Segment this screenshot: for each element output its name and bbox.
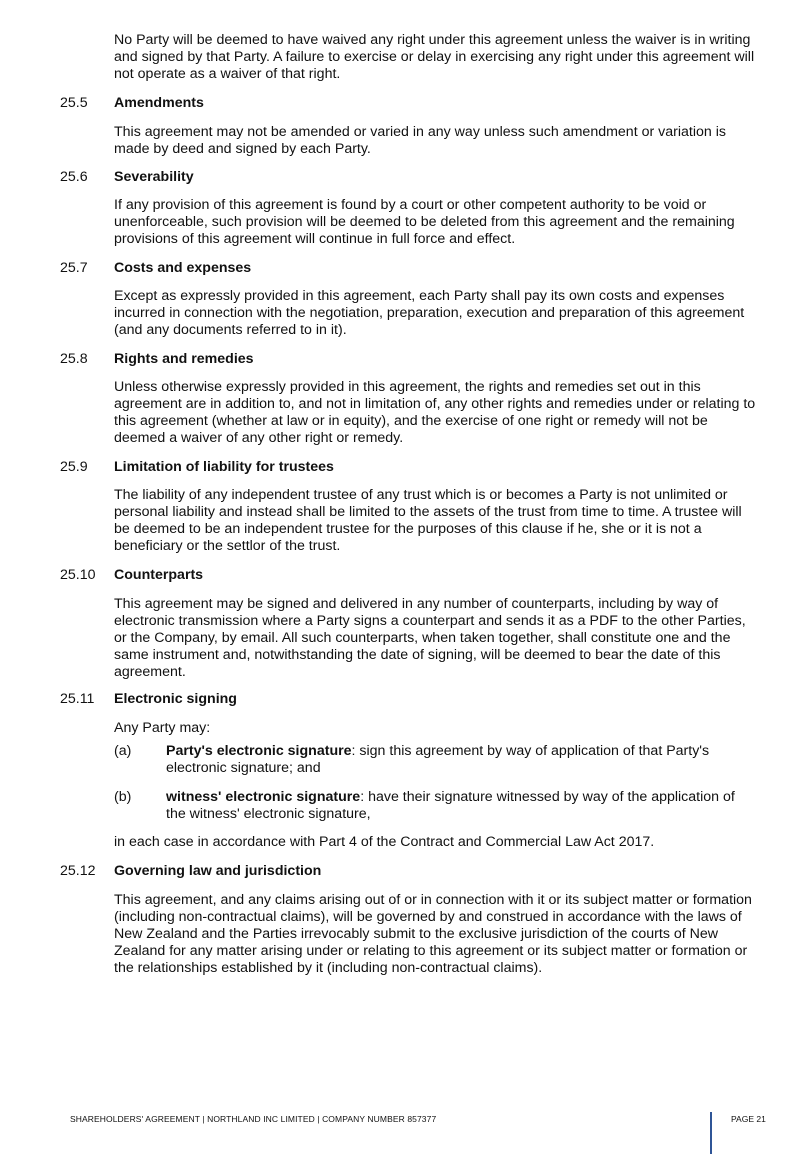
clause-text: This agreement may be signed and delivered in any number of counterparts, including by way of electronic transmission where a Party signs a counterpart and sends it as a PDF to the other Parties, or the Company, by email. All such counterparts, when taken together, shall constitute one and the same instrument and, notwithstanding the date of signing, will be deemed to bear the date of this agreement. bbox=[114, 596, 746, 680]
subclause-body: : sign this agreement by way of application of that Party's electronic signature; and bbox=[166, 743, 710, 776]
clause-heading: Severability bbox=[114, 169, 194, 185]
subclause-label: (a) bbox=[114, 743, 132, 759]
clause-number: 25.9 bbox=[60, 459, 88, 475]
subclause-text bbox=[166, 743, 756, 777]
clause-heading: Governing law and jurisdiction bbox=[114, 863, 322, 879]
clause-heading: Amendments bbox=[114, 95, 204, 111]
subclause-term: Party's electronic signature bbox=[166, 743, 352, 759]
clause-number: 25.6 bbox=[60, 169, 88, 185]
footer-page-number: PAGE 21 bbox=[731, 1114, 766, 1124]
clause-number: 25.8 bbox=[60, 351, 88, 367]
clause-number: 25.10 bbox=[60, 567, 96, 583]
clause-heading: Limitation of liability for trustees bbox=[114, 459, 334, 475]
clause-heading: Rights and remedies bbox=[114, 351, 254, 367]
clause-text: Unless otherwise expressly provided in this agreement, the rights and remedies set out in this agreement are in addition to, and not in limitation of, any other rights and remedies under or relating to this agreement (whether at law or in equity), and the exercise of one right or remedy will not be deemed a waiver of any other right or remedy. bbox=[114, 379, 756, 446]
clause-text: This agreement, and any claims arising out of or in connection with it or its subject matter or formation (including non-contractual claims), will be governed by and construed in accordance with the laws of New Zealand and the Parties irrevocably submit to the exclusive jurisdiction of the courts of New Zealand for any matter arising under or relating to this agreement or its subject matter or formation or the relationships established by it (including non-contractual claims). bbox=[114, 892, 752, 976]
clause-heading: Electronic signing bbox=[114, 691, 237, 707]
clause-closing: in each case in accordance with Part 4 of the Contract and Commercial Law Act 2017. bbox=[114, 834, 655, 850]
clause-heading: Costs and expenses bbox=[114, 260, 252, 276]
footer-divider bbox=[710, 1112, 712, 1154]
intro-paragraph: No Party will be deemed to have waived any right under this agreement unless the waiver is in writing and signed by that Party. A failure to exercise or delay in exercising any right under this agreement will not operate as a waiver of that right. bbox=[114, 32, 755, 82]
footer-document-title: SHAREHOLDERS' AGREEMENT | NORTHLAND INC LIMITED | COMPANY NUMBER 857377 bbox=[70, 1114, 437, 1124]
subclause-term: witness' electronic signature bbox=[166, 789, 361, 805]
subclause-text bbox=[166, 789, 756, 823]
clause-number: 25.7 bbox=[60, 260, 88, 276]
clause-number: 25.11 bbox=[60, 691, 95, 707]
subclause-body: : have their signature witnessed by way of the application of the witness' electronic signature, bbox=[166, 789, 735, 822]
subclause-label: (b) bbox=[114, 789, 132, 805]
clause-text: If any provision of this agreement is found by a court or other competent authority to be void or unenforceable, such provision will be deemed to be deleted from this agreement and the remaining provisions of this agreement will continue in full force and effect. bbox=[114, 197, 735, 247]
clause-number: 25.5 bbox=[60, 95, 88, 111]
clause-text: Any Party may: bbox=[114, 720, 211, 736]
clause-number: 25.12 bbox=[60, 863, 96, 879]
clause-heading: Counterparts bbox=[114, 567, 204, 583]
clause-text: The liability of any independent trustee of any trust which is or becomes a Party is not unlimited or personal liability and instead shall be limited to the assets of the trust from time to time. A trustee will be deemed to be an independent trustee for the purposes of this clause if he, she or it is not a beneficiary or the settlor of the trust. bbox=[114, 487, 742, 554]
clause-text: This agreement may not be amended or varied in any way unless such amendment or variation is made by deed and signed by each Party. bbox=[114, 124, 726, 157]
clause-text: Except as expressly provided in this agreement, each Party shall pay its own costs and expenses incurred in connection with the negotiation, preparation, execution and preparation of this agreement (and any documents referred to in it). bbox=[114, 288, 745, 338]
